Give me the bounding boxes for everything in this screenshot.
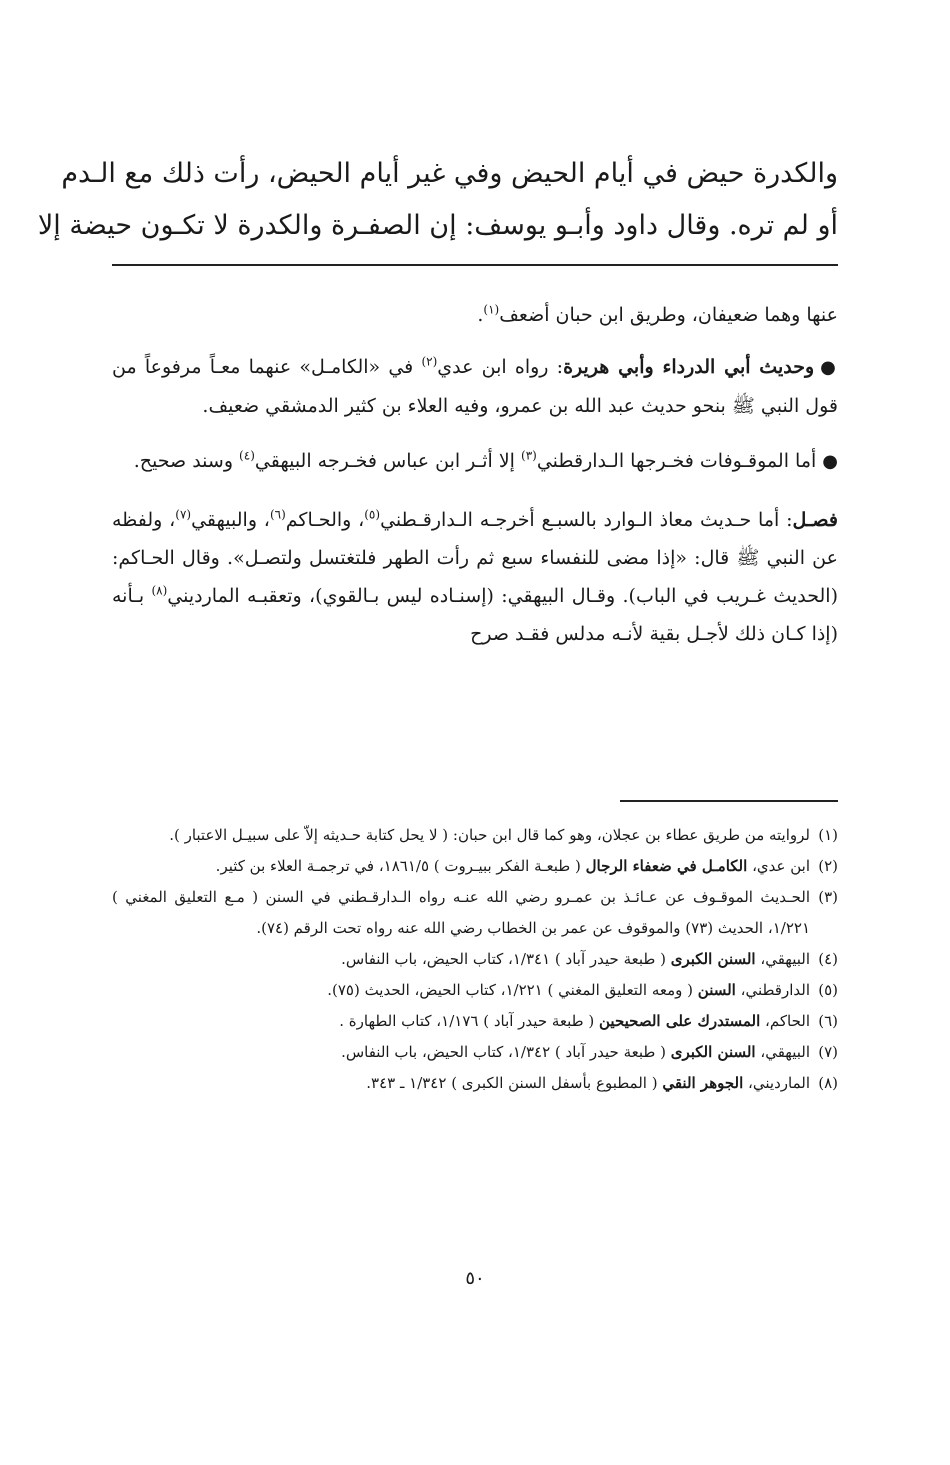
footnote-number: (٤) — [818, 950, 838, 968]
footnotes-list — [112, 820, 838, 1099]
footnote-book-title: السنن الكبرى — [670, 1043, 756, 1061]
page-number: ٥٠ — [465, 1268, 485, 1289]
commentary-block — [112, 296, 838, 669]
footnote-text-b: ( المطبوع بأسفل السنن الكبرى ) ١/٣٤٢ ـ ٣٤٣. — [366, 1074, 663, 1092]
paragraph-2-text-b: في «الكامـل» عنهما معـاً مرفوعاً من قول النبي ﷺ بنحو حديث عبد الله بن عمرو، وفيه العلاء بن كثير الدمشقي ضعيف. — [112, 356, 838, 417]
footnote-1 — [112, 820, 838, 851]
footnote-ref-5[interactable]: (٥) — [364, 507, 381, 522]
footnote-text: لروايته من طريق عطاء بن عجلان، وهو كما قال ابن حبان: ( لا يحل كتابة حـديثه إلاّ على سبيـل الاعتبار ). — [169, 826, 810, 844]
footnote-ref-6[interactable]: (٦) — [269, 507, 286, 522]
footnote-text-a: البيهقي، — [755, 1043, 810, 1061]
continued-text-block — [37, 148, 838, 252]
paragraph-4-text-b: ، والحـاكم — [285, 509, 365, 531]
footnote-ref-8[interactable]: (٨) — [151, 583, 168, 598]
footnote-book-title: الجوهر النقي — [662, 1074, 744, 1092]
paragraph-3-text-c: وسند صحيح. — [133, 450, 240, 472]
paragraph-4 — [112, 501, 838, 653]
footnote-ref-1[interactable]: (١) — [483, 302, 500, 317]
section-divider — [112, 264, 838, 266]
footnote-text-b: ( طبعة حيدر آباد ) ١/٣٤٢، كتاب الحيض، باب النفاس. — [341, 1043, 671, 1061]
footnote-number: (٧) — [818, 1043, 838, 1061]
paragraph-4-text-a: : أما حـديث معاذ الـوارد بالسبـع أخرجـه الـدارقـطني — [380, 509, 793, 531]
footnote-text: الحـديث الموقـوف عن عـائـذ بن عمـرو رضي الله عنـه رواه الـدارقـطني في السنن ( مـع التعليق المغني ) ١/٢٢١، الحديث (٧٣) والموقوف عن عمر بن الخطاب رضي الله عنه رواه تحت الرقم (٧٤). — [112, 888, 810, 937]
footnote-8 — [112, 1068, 838, 1099]
paragraph-1-text: عنها وهما ضعيفان، وطريق ابن حبان أضعف — [499, 304, 838, 326]
footnote-number: (٨) — [818, 1074, 838, 1092]
footnote-divider — [620, 800, 838, 802]
paragraph-3 — [112, 442, 838, 481]
footnote-book-title: المستدرك على الصحيحين — [599, 1012, 761, 1030]
paragraph-2 — [112, 348, 838, 425]
footnote-4 — [112, 944, 838, 975]
footnote-number: (٣) — [818, 888, 838, 906]
footnote-ref-4[interactable]: (٤) — [239, 448, 255, 463]
footnote-text-a: الدارقطني، — [735, 981, 810, 999]
footnote-number: (٥) — [818, 981, 838, 999]
footnote-number: (٦) — [818, 1012, 838, 1030]
footnote-5 — [112, 975, 838, 1006]
footnote-book-title: الكامـل في ضعفاء الرجال — [585, 857, 748, 875]
footnote-text-b: ( ومعه التعليق المغني ) ١/٢٢١، كتاب الحيض، الحديث (٧٥). — [327, 981, 698, 999]
paragraph-1-end: . — [477, 304, 484, 326]
footnote-text-a: البيهقي، — [755, 950, 810, 968]
bullet-icon: ● — [822, 451, 838, 472]
footnote-2 — [112, 851, 838, 882]
paragraph-4-heading: فصـل — [792, 509, 838, 531]
paragraph-2-text-a: : رواه ابن عدي — [437, 356, 564, 378]
footnote-6 — [112, 1006, 838, 1037]
paragraph-2-heading: وحديث أبي الدرداء وأبي هريرة — [563, 356, 815, 378]
continued-text-line-1: والكدرة حيض في أيام الحيض وفي غير أيام الحيض، رأت ذلك مع الـدم — [61, 158, 838, 189]
footnote-number: (١) — [818, 826, 838, 844]
paragraph-3-text-a: أما الموقـوفات فخـرجها الـدارقطني — [536, 450, 817, 472]
footnote-ref-2[interactable]: (٢) — [421, 354, 438, 369]
footnote-ref-3[interactable]: (٣) — [521, 448, 537, 463]
footnote-book-title: السنن الكبرى — [670, 950, 756, 968]
footnote-text-a: الحاكم، — [760, 1012, 810, 1030]
paragraph-4-text-e: بـأنه (إذا كـان ذلك لأجـل بقية لأنـه مدلس فقـد صرح — [112, 585, 838, 645]
paragraph-3-text-b: إلا أثـر ابن عباس فخـرجه البيهقي — [254, 450, 521, 472]
footnote-text-b: ( طبعة حيدر آباد ) ١/١٧٦، كتاب الطهارة . — [339, 1012, 600, 1030]
continued-text-line-2: أو لم تره. وقال داود وأبـو يوسف: إن الصفـرة والكدرة لا تكـون حيضة إلا — [37, 210, 838, 241]
footnote-number: (٢) — [818, 857, 838, 875]
footnote-ref-7[interactable]: (٧) — [175, 507, 192, 522]
footnote-7 — [112, 1037, 838, 1068]
bullet-icon: ● — [820, 357, 838, 378]
paragraph-4-text-c: ، والبيهقي — [191, 509, 270, 531]
footnote-text-a: ابن عدي، — [747, 857, 810, 875]
footnote-book-title: السنن — [697, 981, 736, 999]
footnote-text-b: ( طبعـة الفكر ببيـروت ) ١٨٦١/٥، في ترجمـة العلاء بن كثير. — [215, 857, 586, 875]
footnote-text-a: المارديني، — [743, 1074, 810, 1092]
paragraph-4-text-d: ، ولفظه عن النبي ﷺ قال: «إذا مضى للنفساء سبع ثم رأت الطهر فلتغتسل ولتصـل». وقال الحـاكم: (الحديث غـريب في الباب). وقـال البيهقي: (إسنـاده ليس بـالقوي)، وتعقبـه المارديني — [112, 509, 838, 607]
footnote-3 — [112, 882, 838, 944]
footnote-text-b: ( طبعة حيدر آباد ) ١/٣٤١، كتاب الحيض، باب النفاس. — [341, 950, 671, 968]
paragraph-1 — [112, 296, 838, 334]
